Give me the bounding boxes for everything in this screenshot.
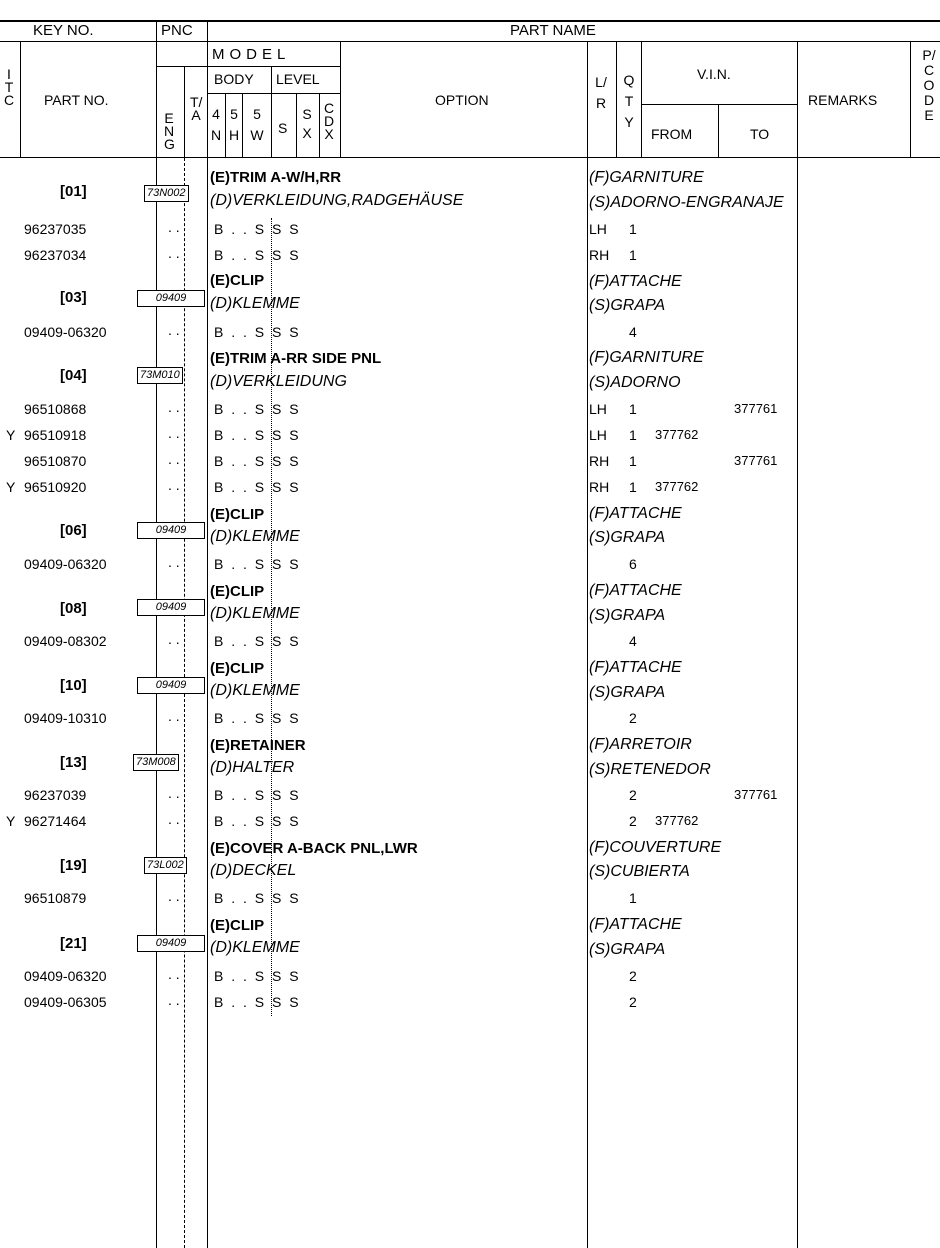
- part-eng-ta: . .: [168, 708, 180, 724]
- part-option: B . . S S S: [214, 221, 301, 237]
- part-no: 09409-10310: [24, 710, 107, 726]
- part-qty: 2: [629, 994, 637, 1010]
- part-vin-to: 377761: [734, 787, 778, 802]
- header-vin: V.I.N.: [697, 66, 731, 82]
- part-name-es: (S)CUBIERTA: [589, 863, 690, 880]
- part-name-fr: (F)ATTACHE: [589, 659, 682, 676]
- part-lr: RH: [589, 479, 610, 495]
- part-eng-ta: . .: [168, 425, 180, 441]
- part-qty: 2: [629, 787, 637, 803]
- part-option: B . . S S S: [214, 968, 301, 984]
- part-lr: LH: [589, 221, 607, 237]
- part-name-es: (S)GRAPA: [589, 684, 666, 701]
- part-qty: 2: [629, 813, 637, 829]
- col-line-body2: [242, 93, 243, 157]
- part-option: B . . S S S: [214, 556, 301, 572]
- part-no: 09409-06305: [24, 994, 107, 1010]
- part-no: 96510918: [24, 427, 87, 443]
- part-eng-ta: . .: [168, 451, 180, 467]
- part-option: B . . S S S: [214, 453, 301, 469]
- part-name-fr: (F)GARNITURE: [589, 169, 704, 186]
- part-name-en: (E)CLIP: [210, 660, 265, 677]
- col-line-vin: [641, 41, 642, 157]
- part-name-en: (E)TRIM A-RR SIDE PNL: [210, 350, 382, 367]
- header-ta: T/A: [190, 94, 203, 123]
- header-part-name: PART NAME: [510, 22, 596, 39]
- header-pcode: P/CODE: [922, 47, 936, 123]
- col-dash-eng: [184, 158, 185, 1248]
- header-body-5w: 5W: [250, 106, 264, 143]
- col-line-qty: [616, 41, 617, 157]
- part-no: 96510879: [24, 890, 87, 906]
- key-no: [04]: [60, 367, 87, 384]
- part-name-de: (D)KLEMME: [210, 295, 300, 312]
- part-no: 09409-06320: [24, 556, 107, 572]
- part-option: B . . S S S: [214, 479, 301, 495]
- part-qty: 6: [629, 556, 637, 572]
- part-vin-to: 377761: [734, 453, 778, 468]
- col-line-body: [271, 66, 272, 157]
- key-no: [08]: [60, 600, 87, 617]
- part-itc: Y: [6, 479, 16, 495]
- header-bottom-border: [0, 157, 940, 158]
- part-qty: 2: [629, 710, 637, 726]
- part-name-en: (E)TRIM A-W/H,RR: [210, 169, 342, 186]
- part-qty: 1: [629, 479, 637, 495]
- header-itc: ITC: [4, 66, 15, 108]
- header-body-5h: 5H: [228, 106, 240, 143]
- part-name-es: (S)GRAPA: [589, 529, 666, 546]
- part-lr: RH: [589, 247, 610, 263]
- part-name-fr: (F)COUVERTURE: [589, 839, 722, 856]
- part-no: 09409-06320: [24, 324, 107, 340]
- pnc-box: 09409: [137, 599, 205, 616]
- part-name-en: (E)CLIP: [210, 272, 265, 289]
- part-name-en: (E)COVER A-BACK PNL,LWR: [210, 840, 418, 857]
- part-itc: Y: [6, 813, 16, 829]
- pnc-box: 73M010: [137, 367, 183, 384]
- header-remarks: REMARKS: [808, 92, 878, 108]
- part-option: B . . S S S: [214, 813, 301, 829]
- header-level-s: S: [278, 120, 288, 136]
- part-lr: LH: [589, 427, 607, 443]
- part-eng-ta: . .: [168, 477, 180, 493]
- col-line-itc: [20, 41, 21, 157]
- part-name-de: (D)KLEMME: [210, 939, 300, 956]
- option-separator: [271, 218, 272, 1016]
- col-line-eng: [184, 66, 185, 157]
- pnc-box: 73L002: [144, 857, 187, 874]
- part-qty: 1: [629, 427, 637, 443]
- pnc-box: 73M008: [133, 754, 179, 771]
- part-no: 96510870: [24, 453, 87, 469]
- header-body-4n: 4N: [210, 106, 222, 143]
- body-level-divider: [208, 93, 340, 94]
- part-no: 96237035: [24, 221, 87, 237]
- part-name-en: (E)RETAINER: [210, 737, 306, 754]
- part-no: 96237039: [24, 787, 87, 803]
- col-line-pcode: [910, 41, 911, 157]
- col-line-pnc: [207, 20, 208, 1248]
- header-level-cdx: CDX: [323, 100, 335, 142]
- part-eng-ta: . .: [168, 992, 180, 1008]
- key-no: [03]: [60, 289, 87, 306]
- col-line-option: [340, 41, 341, 157]
- key-no: [10]: [60, 677, 87, 694]
- part-no: 09409-06320: [24, 968, 107, 984]
- pnc-box: 09409: [137, 677, 205, 694]
- header-qty: QTY: [623, 72, 635, 130]
- part-qty: 1: [629, 247, 637, 263]
- header-level: LEVEL: [276, 71, 320, 87]
- part-vin-from: 377762: [655, 813, 699, 828]
- part-eng-ta: . .: [168, 322, 180, 338]
- part-itc: Y: [6, 427, 16, 443]
- part-option: B . . S S S: [214, 401, 301, 417]
- header-divider: [0, 41, 940, 42]
- header-eng: ENG: [164, 110, 175, 152]
- part-name-fr: (F)ATTACHE: [589, 273, 682, 290]
- part-no: 96237034: [24, 247, 87, 263]
- part-no: 09409-08302: [24, 633, 107, 649]
- part-name-en: (E)CLIP: [210, 917, 265, 934]
- part-name-fr: (F)GARNITURE: [589, 349, 704, 366]
- part-option: B . . S S S: [214, 633, 301, 649]
- key-no: [06]: [60, 522, 87, 539]
- part-option: B . . S S S: [214, 787, 301, 803]
- part-eng-ta: . .: [168, 631, 180, 647]
- part-qty: 2: [629, 968, 637, 984]
- header-lr: L/R: [595, 74, 607, 111]
- part-option: B . . S S S: [214, 324, 301, 340]
- part-name-de: (D)DECKEL: [210, 862, 297, 879]
- col-line-level1: [296, 93, 297, 157]
- part-option: B . . S S S: [214, 994, 301, 1010]
- part-lr: RH: [589, 453, 610, 469]
- pnc-box: 09409: [137, 522, 205, 539]
- key-no: [21]: [60, 935, 87, 952]
- key-no: [19]: [60, 857, 87, 874]
- col-line-remarks: [797, 41, 798, 1248]
- part-name-es: (S)GRAPA: [589, 297, 666, 314]
- part-qty: 1: [629, 453, 637, 469]
- header-pnc: PNC: [161, 22, 193, 39]
- part-qty: 1: [629, 401, 637, 417]
- header-level-sx: SX: [302, 106, 312, 141]
- header-option: OPTION: [435, 92, 489, 108]
- key-no: [01]: [60, 183, 87, 200]
- part-name-de: (D)HALTER: [210, 759, 295, 776]
- col-line-body1: [225, 93, 226, 157]
- part-name-de: (D)VERKLEIDUNG,RADGEHÄUSE: [210, 192, 464, 209]
- part-name-fr: (F)ATTACHE: [589, 582, 682, 599]
- part-name-de: (D)KLEMME: [210, 682, 300, 699]
- part-qty: 4: [629, 633, 637, 649]
- pnc-box: 09409: [137, 935, 205, 952]
- col-line-level2: [319, 93, 320, 157]
- key-no: [13]: [60, 754, 87, 771]
- part-name-en: (E)CLIP: [210, 506, 265, 523]
- part-qty: 1: [629, 890, 637, 906]
- part-eng-ta: . .: [168, 554, 180, 570]
- part-name-fr: (F)ATTACHE: [589, 916, 682, 933]
- part-name-es: (S)GRAPA: [589, 941, 666, 958]
- part-eng-ta: . .: [168, 785, 180, 801]
- part-name-es: (S)RETENEDOR: [589, 761, 711, 778]
- part-name-de: (D)KLEMME: [210, 528, 300, 545]
- part-qty: 1: [629, 221, 637, 237]
- vin-divider: [641, 104, 797, 105]
- header-part-no: PART NO.: [44, 92, 109, 108]
- part-option: B . . S S S: [214, 247, 301, 263]
- part-eng-ta: . .: [168, 888, 180, 904]
- part-name-fr: (F)ARRETOIR: [589, 736, 692, 753]
- part-no: 96271464: [24, 813, 87, 829]
- header-from: FROM: [651, 126, 693, 142]
- part-name-de: (D)VERKLEIDUNG: [210, 373, 347, 390]
- part-eng-ta: . .: [168, 811, 180, 827]
- header-to: TO: [750, 126, 770, 142]
- part-eng-ta: . .: [168, 399, 180, 415]
- part-qty: 4: [629, 324, 637, 340]
- part-option: B . . S S S: [214, 890, 301, 906]
- top-border: [0, 20, 940, 22]
- part-eng-ta: . .: [168, 245, 180, 261]
- part-eng-ta: . .: [168, 219, 180, 235]
- pnc-box: 73N002: [144, 185, 189, 202]
- header-key-no: KEY NO.: [33, 22, 94, 39]
- part-name-fr: (F)ATTACHE: [589, 505, 682, 522]
- part-eng-ta: . .: [168, 966, 180, 982]
- part-name-es: (S)ADORNO-ENGRANAJE: [589, 194, 784, 211]
- part-vin-to: 377761: [734, 401, 778, 416]
- col-line-from-to: [718, 104, 719, 157]
- part-no: 96510920: [24, 479, 87, 495]
- part-vin-from: 377762: [655, 479, 699, 494]
- col-line-lr: [587, 41, 588, 1248]
- part-name-en: (E)CLIP: [210, 583, 265, 600]
- header-body: BODY: [214, 71, 254, 87]
- header-model: MODEL: [212, 46, 291, 63]
- part-name-de: (D)KLEMME: [210, 605, 300, 622]
- col-line-keyno: [156, 20, 157, 1248]
- part-no: 96510868: [24, 401, 87, 417]
- part-name-es: (S)GRAPA: [589, 607, 666, 624]
- pnc-box: 09409: [137, 290, 205, 307]
- part-name-es: (S)ADORNO: [589, 374, 681, 391]
- part-option: B . . S S S: [214, 710, 301, 726]
- part-vin-from: 377762: [655, 427, 699, 442]
- part-lr: LH: [589, 401, 607, 417]
- part-option: B . . S S S: [214, 427, 301, 443]
